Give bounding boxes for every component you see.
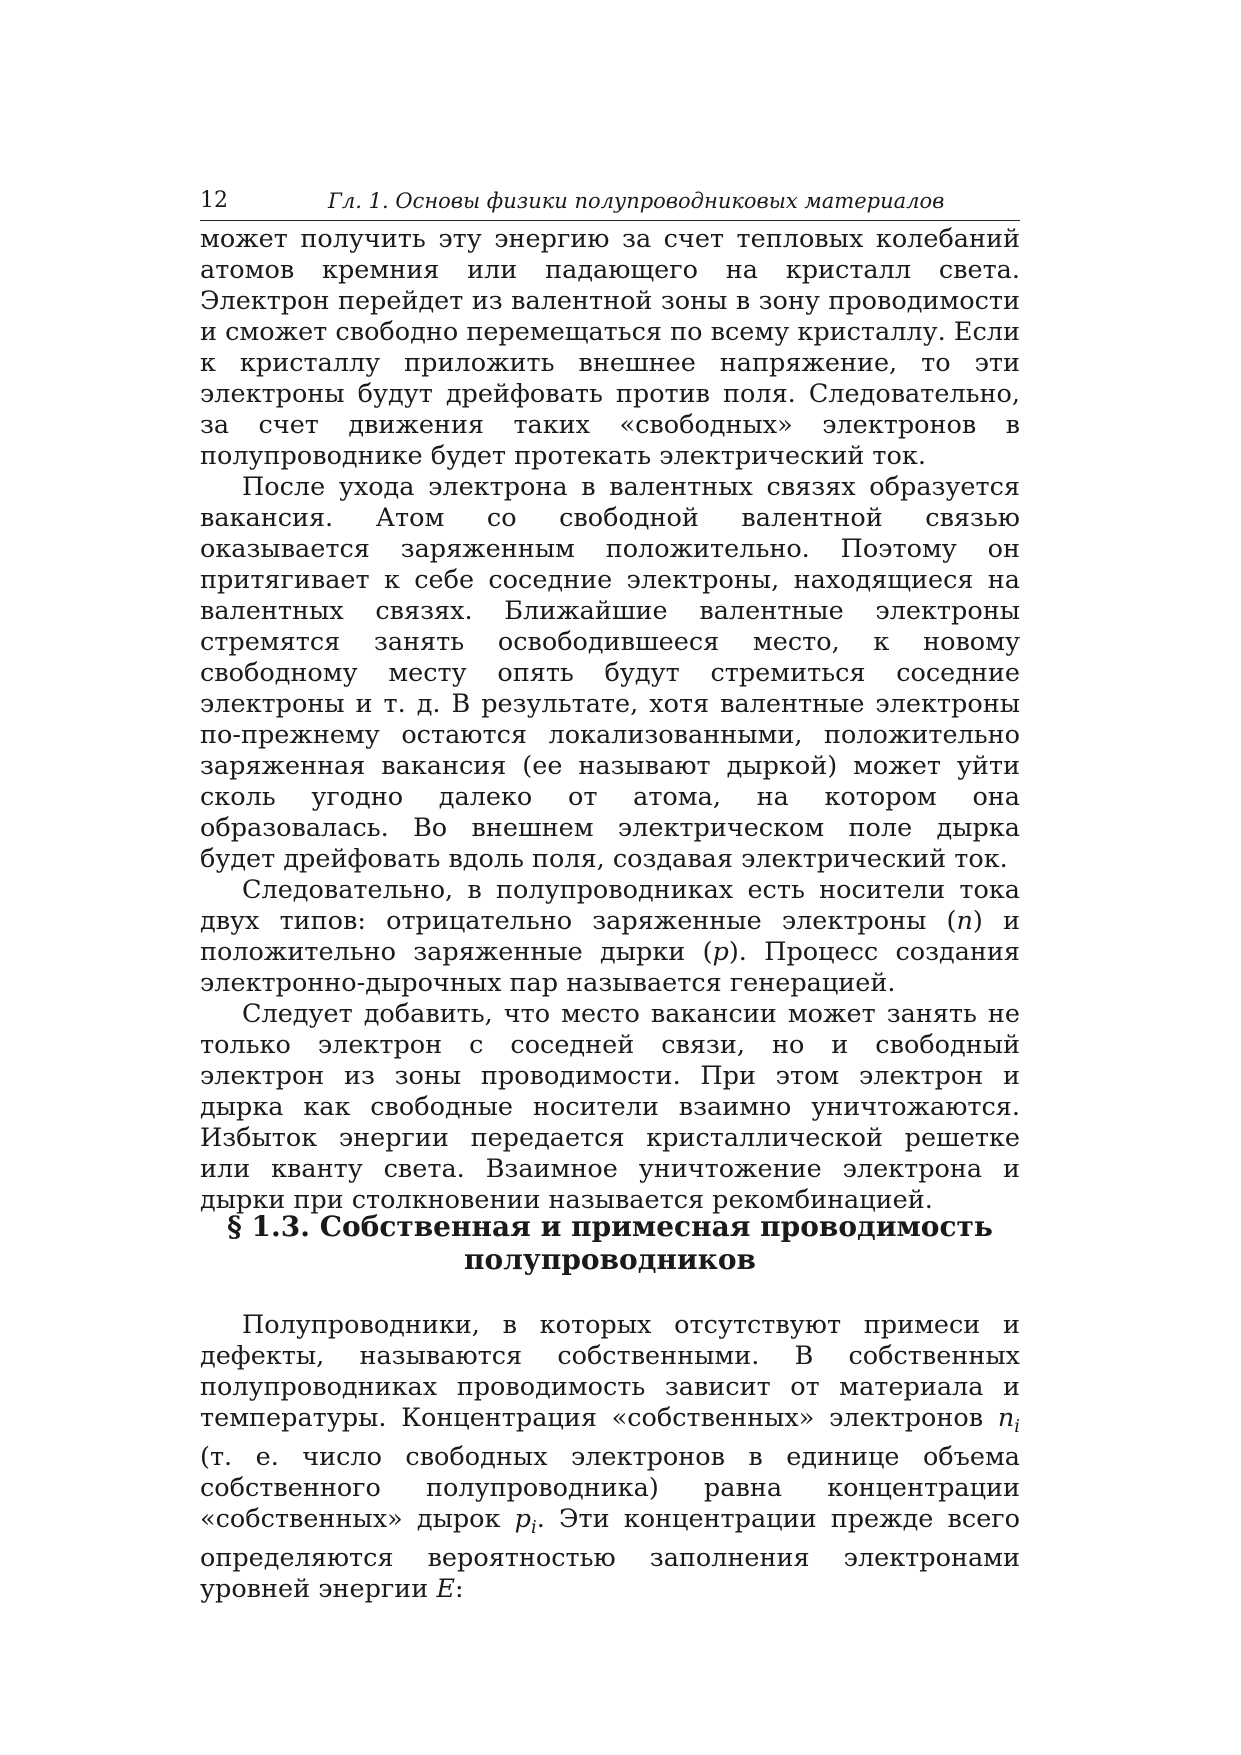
paragraph-2: После ухода электрона в валентных связях образуется вакансия. Атом со свободной валентной связью оказывается заряженным положительно. Поэтому он притягивает к себе соседние электроны, находящиеся на валентных связях. Ближайшие валентные электроны стремятся занять освободившееся место, к новому свободному месту опять будут стремиться соседние электроны и т. д. В результате, хотя валентные электроны по-прежнему остаются локализованными, положительно заряженная вакансия (ее называют дыркой) может уйти сколь угодно далеко от атома, на котором она образовалась. Во внешнем электрическом поле дырка будет дрейфовать вдоль поля, создавая электрический ток.	[200, 472, 1020, 874]
running-header	[200, 186, 1020, 221]
section-text-d: :	[455, 1574, 464, 1605]
paragraph-3-text-b: ) и положительно заряженные дырки (	[200, 906, 1020, 967]
symbol-n-subscript: i	[1014, 1416, 1020, 1438]
section-text-c: . Эти концентрации прежде всего определяются вероятностью заполнения электронами уровней энергии	[200, 1504, 1021, 1605]
body-text-top	[200, 224, 1020, 1216]
paragraph-3	[200, 875, 1020, 999]
symbol-p: p	[712, 937, 729, 967]
section-text-a: Полупроводники, в которых отсутствуют примеси и дефекты, называются собственными. В собственных полупроводниках проводимость зависит от материала и температуры. Концентрация «собственных» электронов	[200, 1310, 1020, 1433]
section-heading-line-2: полупроводников	[464, 1243, 756, 1276]
symbol-n-base: n	[997, 1403, 1015, 1433]
paragraph-4: Следует добавить, что место вакансии может занять не только электрон с соседней связи, но и свободный электрон из зоны проводимости. При этом электрон и дырка как свободные носители взаимно уничтожаются. Избыток энергии передается кристаллической решетке или кванту света. Взаимное уничтожение электрона и дырки при столкновении называется рекомбинацией.	[200, 999, 1020, 1215]
symbol-n: n	[956, 906, 973, 936]
symbol-E: E	[436, 1574, 455, 1605]
paragraph-3-text-c: ). Процесс создания электронно-дырочных пар называется генерацией.	[200, 937, 1020, 998]
section-heading	[200, 1210, 1020, 1276]
symbol-p-i	[514, 1504, 537, 1539]
page-number: 12	[200, 188, 228, 213]
paragraph-1: может получить эту энергию за счет тепловых колебаний атомов кремния или падающего на кристалл света. Электрон перейдет из валентной зоны в зону проводимости и сможет свободно перемещаться по всему кристаллу. Если к кристаллу приложить внешнее напряжение, то эти электроны будут дрейфовать против поля. Следовательно, за счет движения таких «свободных» электронов в полупроводнике будет протекать электрический ток.	[200, 224, 1020, 471]
symbol-n-i	[997, 1403, 1020, 1438]
symbol-p-subscript: i	[530, 1517, 537, 1539]
section-text-b: (т. е. число свободных электронов в единице объема собственного полупроводника) равна концентрации «собственных» дырок	[200, 1442, 1020, 1535]
running-title: Гл. 1. Основы физики полупроводниковых материалов	[328, 189, 945, 213]
symbol-p-base: p	[514, 1504, 531, 1535]
body-text-section	[200, 1310, 1020, 1605]
section-paragraph-1	[200, 1310, 1020, 1605]
paragraph-3-text-a: Следовательно, в полупроводниках есть носители тока двух типов: отрицательно заряженные электроны (	[200, 875, 1020, 936]
section-heading-line-1: § 1.3. Собственная и примесная проводимость	[227, 1210, 993, 1243]
